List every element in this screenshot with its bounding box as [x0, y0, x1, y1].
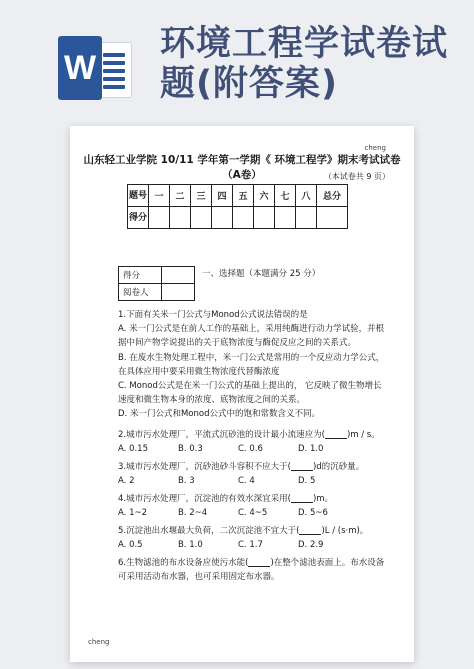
- option-text: D. 米一门公式和Monod公式中的饱和常数含义不同。: [118, 409, 320, 420]
- option: C. 4~5: [238, 508, 268, 519]
- question-text: )在整个滤池表面上。布水设备可采用活动布水器，也可采用固定布水器。: [118, 558, 385, 583]
- exam-subtitle: （A卷）: [222, 169, 262, 181]
- score-col-total: 总分: [317, 185, 348, 207]
- question-text: 1.下面有关米一门公式与Monod公式说法错误的是: [118, 310, 308, 320]
- score-col: 六: [254, 185, 275, 207]
- score-col: 三: [191, 185, 212, 207]
- options-row: [118, 506, 388, 520]
- answer-blank: [299, 524, 321, 535]
- answer-blank: [291, 492, 313, 503]
- score-col: 五: [233, 185, 254, 207]
- score-row-label: 得分: [128, 207, 149, 229]
- score-col: 八: [296, 185, 317, 207]
- page-title: 环境工程学试卷试题(附答案): [160, 24, 449, 104]
- answer-blank: [248, 556, 270, 567]
- question-2: [118, 428, 388, 456]
- option: D. 2.9: [298, 540, 324, 551]
- option: A. 0.5: [118, 540, 143, 551]
- question-text: 5.沉淀池出水堰最大负荷，二次沉淀池不宜大于(: [118, 526, 300, 536]
- score-col: 二: [170, 185, 191, 207]
- grader-score-label: 得分: [119, 267, 162, 284]
- score-cell: [149, 207, 170, 229]
- option: D. 5: [298, 476, 316, 487]
- option: A. 2: [118, 476, 135, 487]
- question-1: [118, 308, 388, 422]
- grader-name-label: 阅卷人: [119, 284, 162, 301]
- options-row: [118, 474, 388, 488]
- grader-score-cell: [162, 267, 195, 284]
- header: [0, 0, 474, 112]
- option: B. 2~4: [178, 508, 208, 519]
- score-table-header-row: [128, 185, 348, 207]
- option: C. 0.6: [238, 444, 263, 455]
- option: D. 1.0: [298, 444, 324, 455]
- score-cell: [191, 207, 212, 229]
- option: B. 0.3: [178, 444, 203, 455]
- score-row-label: 题号: [128, 185, 149, 207]
- question-6: [118, 556, 388, 584]
- score-cell: [170, 207, 191, 229]
- score-cell: [254, 207, 275, 229]
- word-letter: W: [58, 36, 102, 100]
- question-text: )m。: [312, 494, 334, 504]
- grader-name-cell: [162, 284, 195, 301]
- option: B. 1.0: [178, 540, 203, 551]
- question-text: )L / (s·m)。: [321, 526, 369, 536]
- section-heading: 一、选择题（本题满分 25 分）: [202, 269, 321, 279]
- score-cell: [233, 207, 254, 229]
- answer-blank: [291, 460, 313, 471]
- option-text: B. 在废水生物处理工程中，米一门公式是常用的一个反应动力学公式，在具体应用中要采用微生物浓度代替酶浓度: [118, 352, 385, 377]
- question-text: 6.生物滤池的布水设备应使污水能(: [118, 558, 249, 568]
- question-text: )m / s。: [346, 430, 380, 440]
- question-text: 3.城市污水处理厂，沉砂池砂斗容积不应大于(: [118, 462, 291, 472]
- options-row: [118, 538, 388, 552]
- watermark-bottom: cheng: [88, 638, 110, 646]
- word-doc-icon: [58, 36, 132, 100]
- grader-table: [118, 266, 195, 301]
- option: C. 1.7: [238, 540, 263, 551]
- question-3: [118, 460, 388, 488]
- option: A. 1~2: [118, 508, 148, 519]
- answer-blank: [325, 428, 347, 439]
- options-row: [118, 442, 388, 456]
- question-5: [118, 524, 388, 552]
- score-cell: [212, 207, 233, 229]
- question-4: [118, 492, 388, 520]
- option: D. 5~6: [298, 508, 328, 519]
- pages-note: （本试卷共 9 页）: [323, 172, 390, 181]
- score-cell: [275, 207, 296, 229]
- score-table: [127, 184, 348, 229]
- question-text: 4.城市污水处理厂，沉淀池的有效水深宜采用(: [118, 494, 291, 504]
- option-text: A. 米一门公式是在前人工作的基础上，采用纯酶进行动力学试验，并根据中间产物学说提出的关于底物浓度与酶促反应之间的关系式。: [118, 324, 385, 349]
- option-text: C. Monod公式是在米一门公式的基础上提出的， 它反映了微生物增长速度和微生物本身的浓度、底物浓度之间的关系。: [118, 381, 382, 406]
- option: B. 3: [178, 476, 195, 487]
- score-cell: [317, 207, 348, 229]
- exam-paper: [70, 126, 414, 662]
- option: C. 4: [238, 476, 255, 487]
- score-cell: [296, 207, 317, 229]
- score-table-score-row: [128, 207, 348, 229]
- score-col: 一: [149, 185, 170, 207]
- exam-title: 山东轻工业学院 10/11 学年第一学期《 环境工程学》期末考试试卷: [83, 154, 401, 166]
- watermark-top: cheng: [364, 144, 386, 152]
- score-col: 七: [275, 185, 296, 207]
- question-text: 2.城市污水处理厂，平流式沉砂池的设计最小流速应为(: [118, 430, 325, 440]
- question-text: )d的沉砂量。: [312, 462, 365, 472]
- score-col: 四: [212, 185, 233, 207]
- option: A. 0.15: [118, 444, 148, 455]
